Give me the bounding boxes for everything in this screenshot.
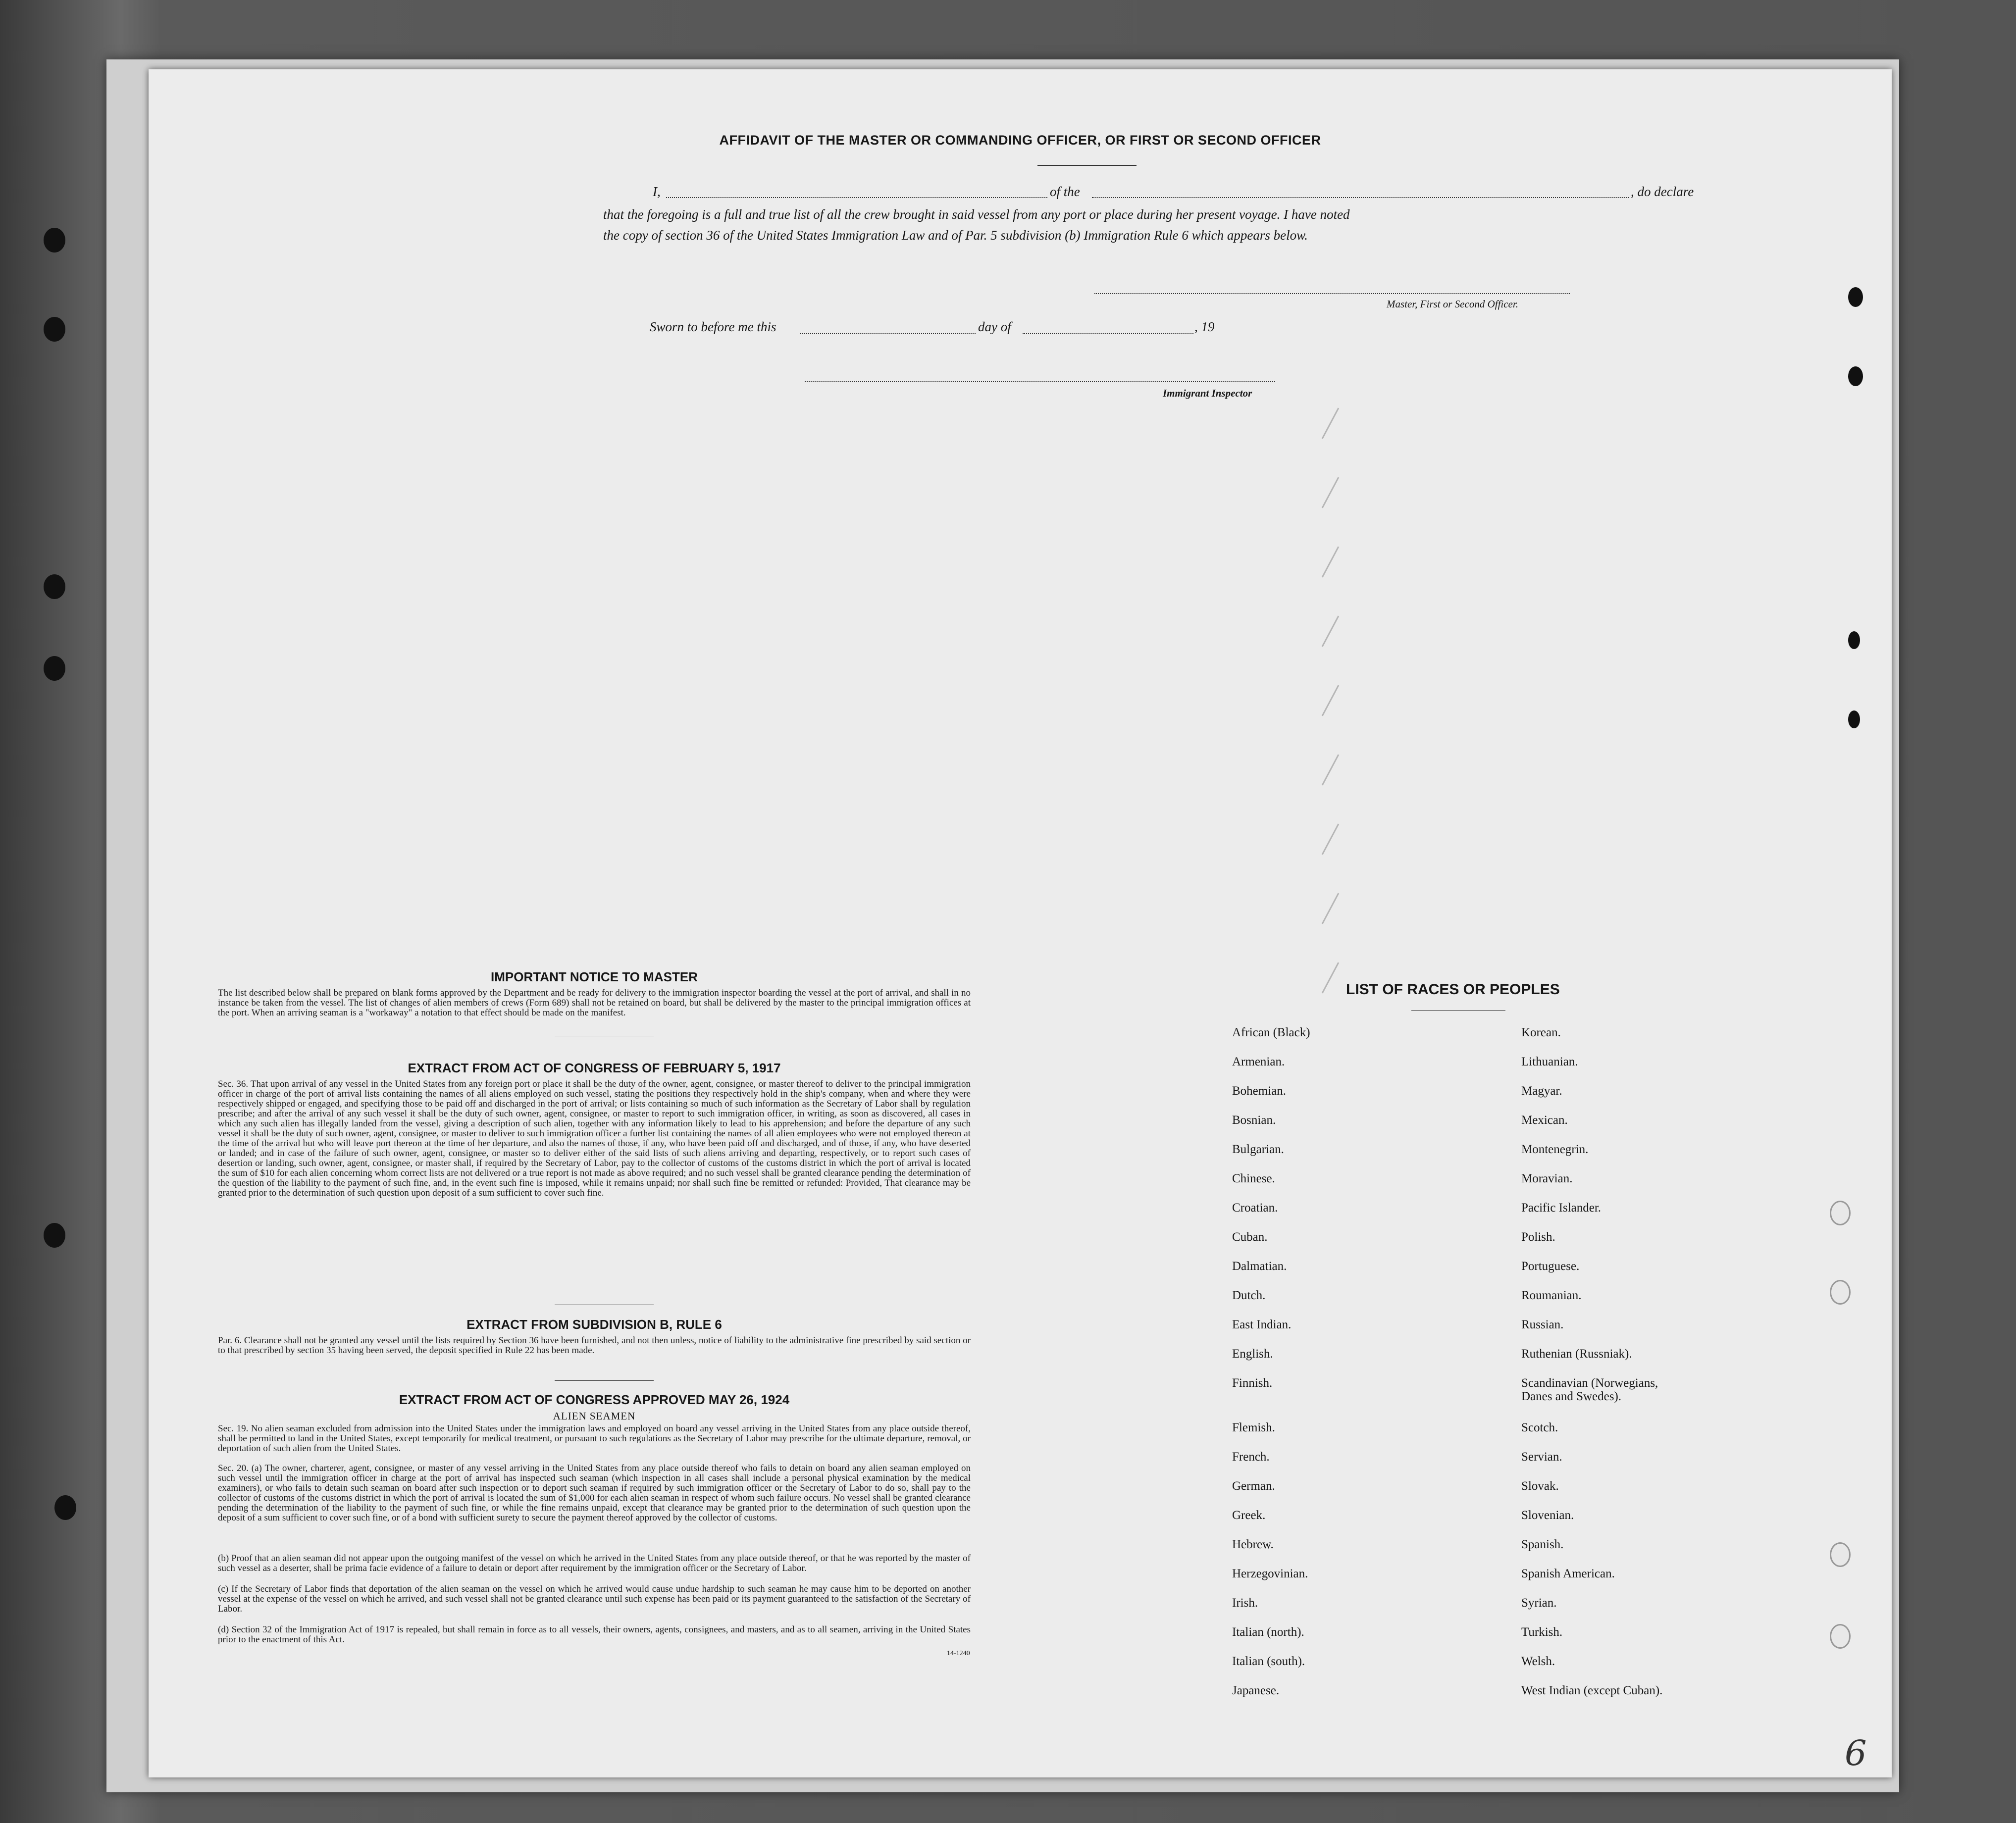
notice-title: IMPORTANT NOTICE TO MASTER (491, 969, 698, 984)
pencil-mark (1322, 962, 1340, 993)
race-item: Spanish. (1521, 1538, 1564, 1551)
extract-1924-title: EXTRACT FROM ACT OF CONGRESS APPROVED MAY 26, 1924 (399, 1392, 790, 1407)
punch-hole-icon (1830, 1542, 1851, 1567)
master-name-field[interactable] (666, 197, 1047, 198)
notice-text: The list described below shall be prepared on blank forms approved by the Department and be ready for delivery to the immigration inspector boarding the vessel at the port of arrival, and shall in no instance be taken from the vessel. The list of changes of alien members of crews (Form 689) shall not be retained on board, but shall be delivered by the master to the principal immigration offices at the port. When an arriving seaman is a "workaway" a notation to that effect should be made on the manifest. (218, 988, 971, 1018)
punch-hole-icon (1848, 287, 1863, 307)
race-item: Scandinavian (Norwegians, Danes and Swedes). (1521, 1376, 1658, 1403)
affidavit-of-the: of the (1050, 184, 1080, 199)
race-item: Flemish. (1232, 1421, 1275, 1434)
races-right-column (1521, 1026, 1799, 1713)
race-item: Roumanian. (1521, 1289, 1582, 1302)
race-item: Turkish. (1521, 1625, 1563, 1639)
affidavit-i: I, (653, 184, 661, 199)
pencil-mark (1322, 407, 1340, 439)
race-item: Hebrew. (1232, 1538, 1274, 1551)
race-item: Lithuanian. (1521, 1055, 1578, 1068)
pencil-mark (1322, 754, 1340, 785)
rule6-title: EXTRACT FROM SUBDIVISION B, RULE 6 (466, 1317, 722, 1332)
race-item: Irish. (1232, 1596, 1258, 1610)
race-item: Chinese. (1232, 1172, 1275, 1185)
race-item: Montenegrin. (1521, 1143, 1589, 1156)
sworn-month-field[interactable] (1023, 333, 1193, 334)
race-item: Syrian. (1521, 1596, 1557, 1610)
alien-seamen-subtitle: ALIEN SEAMEN (553, 1410, 636, 1422)
race-item: Korean. (1521, 1026, 1561, 1039)
race-item: Portuguese. (1521, 1260, 1580, 1273)
pencil-mark (1322, 546, 1340, 577)
manifest-back-page (149, 69, 1892, 1777)
race-item: Scotch. (1521, 1421, 1558, 1434)
binder-hole-icon (44, 656, 65, 681)
divider (555, 1380, 654, 1381)
sec20c-text: (c) If the Secretary of Labor finds that deportation of the alien seaman on the vessel on which he arrived would cause undue hardship to such seaman he may cause him to be deported on another vessel at the expense of the vessel on which he arrived, and such vessel shall not be granted clearance until such expense has been paid or its payment guaranteed to the satisfaction of the Secretary of Labor. (218, 1584, 971, 1614)
race-item: Dutch. (1232, 1289, 1266, 1302)
race-item: Ruthenian (Russniak). (1521, 1347, 1632, 1361)
race-item: Polish. (1521, 1230, 1555, 1244)
race-item: Moravian. (1521, 1172, 1573, 1185)
race-item: Pacific Islander. (1521, 1201, 1602, 1215)
sec20b-text: (b) Proof that an alien seaman did not appear upon the outgoing manifest of the vessel on which he arrived in the United States from any place outside thereof, or that he was reported by the master of such vessel as a deserter, shall be prima facie evidence of a failure to detain or deport after requirement by the immigration officer or the Secretary of Labor. (218, 1553, 971, 1573)
race-item: Slovenian. (1521, 1509, 1574, 1522)
race-item: Servian. (1521, 1450, 1562, 1464)
inspector-signature-label: Immigrant Inspector (1163, 387, 1252, 399)
race-item: Welsh. (1521, 1655, 1555, 1668)
pencil-mark (1322, 615, 1340, 647)
pencil-mark (1322, 893, 1340, 924)
race-item: Mexican. (1521, 1114, 1568, 1127)
binder-hole-icon (44, 1223, 65, 1248)
race-item: Greek. (1232, 1509, 1266, 1522)
punch-hole-icon (1830, 1280, 1851, 1305)
punch-hole-icon (1830, 1624, 1851, 1649)
race-item: Magyar. (1521, 1084, 1562, 1098)
race-item: Bulgarian. (1232, 1143, 1284, 1156)
punch-hole-icon (1830, 1201, 1851, 1225)
race-item: Dalmatian. (1232, 1260, 1287, 1273)
race-item: Bosnian. (1232, 1114, 1276, 1127)
binder-hole-icon (44, 574, 65, 599)
punch-hole-icon (1848, 631, 1860, 649)
pencil-mark (1322, 477, 1340, 508)
race-item: English. (1232, 1347, 1273, 1361)
divider (1411, 1010, 1505, 1011)
affidavit-title: AFFIDAVIT OF THE MASTER OR COMMANDING OFFICER, OR FIRST OR SECOND OFFICER (719, 133, 1321, 148)
race-item: German. (1232, 1479, 1275, 1493)
races-title: LIST OF RACES OR PEOPLES (1346, 981, 1560, 998)
title-underline (1037, 165, 1137, 166)
binder-hole-icon (44, 228, 65, 253)
pencil-mark (1322, 685, 1340, 716)
vessel-name-field[interactable] (1092, 197, 1629, 198)
year-text: , 19 (1194, 319, 1215, 334)
race-item: Finnish. (1232, 1376, 1273, 1390)
day-of-text: day of (978, 319, 1011, 334)
race-item: Armenian. (1232, 1055, 1285, 1068)
affidavit-text-line-2: that the foregoing is a full and true list of all the crew brought in said vessel from any port or place during her present voyage. I have noted (603, 207, 1350, 222)
races-left-column (1232, 1026, 1490, 1713)
race-item: Croatian. (1232, 1201, 1278, 1215)
race-item: Slovak. (1521, 1479, 1559, 1493)
race-item: Italian (south). (1232, 1655, 1305, 1668)
sec20a-text: Sec. 20. (a) The owner, charterer, agent, consignee, or master of any vessel arriving in the United States from any place outside thereof who fails to detain on board any alien seaman employed on such vessel until the immigration officer in charge at the port of arrival has inspected such seaman (which inspection in all cases shall include a personal physical examination by the medical examiners), or who fails to detain such seaman on board after such inspection or to deport such seaman if required by such immigration officer or the Secretary of Labor to do so, shall pay to the collector of customs of the customs district in which the port of arrival is located the sum of $1,000 for each alien seaman in respect of whom such failure occurs. No vessel shall be granted clearance pending the determination of the liability to the payment of such fine, or while the fine remains unpaid, except that clearance may be granted prior to the determination of such question upon the deposit of a sum sufficient to cover such fine, or of a bond with sufficient surety to secure the payment thereof approved by the collector of customs. (218, 1463, 971, 1523)
pencil-mark (1322, 823, 1340, 855)
race-item: West Indian (except Cuban). (1521, 1684, 1663, 1697)
race-item: Italian (north). (1232, 1625, 1304, 1639)
sworn-text: Sworn to before me this (650, 319, 776, 334)
punch-hole-icon (1848, 710, 1860, 728)
form-number: 14-1240 (947, 1650, 970, 1657)
race-item: Japanese. (1232, 1684, 1280, 1697)
punch-hole-icon (1848, 366, 1863, 386)
sworn-day-field[interactable] (800, 333, 976, 334)
extract-1917-title: EXTRACT FROM ACT OF CONGRESS OF FEBRUARY 5, 1917 (408, 1061, 781, 1075)
race-item: Bohemian. (1232, 1084, 1287, 1098)
rule6-text: Par. 6. Clearance shall not be granted any vessel until the lists required by Section 36 have been furnished, and not then unless, notice of liability to the administrative fine prescribed by said section or to that prescribed by section 35 having been served, the deposit specified in Rule 22 has been made. (218, 1335, 971, 1356)
inspector-signature-field[interactable] (805, 381, 1275, 382)
master-signature-label: Master, First or Second Officer. (1387, 298, 1518, 310)
race-item: African (Black) (1232, 1026, 1310, 1039)
binder-hole-icon (44, 317, 65, 342)
sec20d-text: (d) Section 32 of the Immigration Act of 1917 is repealed, but shall remain in force as to all vessels, their owners, agents, consignees, and masters, and as to all seamen, arriving in the United States prior to the enactment of this Act. (218, 1624, 971, 1645)
race-item: Herzegovinian. (1232, 1567, 1308, 1580)
sec19-text: Sec. 19. No alien seaman excluded from admission into the United States under the immigration laws and employed on board any vessel arriving in the United States from any place outside thereof, shall be permitted to land in the United States, except temporarily for medical treatment, or pursuant to such regulations as the Secretary of Labor may prescribe for the ultimate departure, removal, or deportation of such alien from the United States. (218, 1423, 971, 1454)
race-item: Spanish American. (1521, 1567, 1615, 1580)
extract-1917-text: Sec. 36. That upon arrival of any vessel in the United States from any foreign port or place it shall be the duty of the owner, agent, consignee, or master thereof to deliver to the principal immigration officer in charge of the port of arrival lists containing the names of all aliens employed on such vessel, stating the positions they respectively hold in the ship's company, when and where they were respectively shipped or engaged, and specifying those to be paid off and discharged in the port of arrival; or lists containing so much of such information as the Secretary of Labor shall by regulation prescribe; and after the arrival of any such vessel it shall be the duty of such owner, agent, consignee, or master to report to such immigration officer, in writing, as soon as discovered, all cases in which any such alien has illegally landed from the vessel, giving a description of such alien, together with any information likely to lead to his apprehension; and before the departure of any such vessel it shall be the duty of such owner, agent, consignee, or master to deliver to such immigration officer a further list containing the names of all alien employees who were not employed thereon at the time of the arrival but who will leave port thereon at the time of her departure, and also the names of those, if any, who have been paid off and discharged, and of those, if any, who have deserted or landed; and in case of the failure of such owner, agent, consignee, or master so to deliver either of the said lists of such aliens arriving and departing, respectively, or to report such cases of desertion or landing, such owner, agent, consignee, or master shall, if required by the Secretary of Labor, pay to the collector of customs of the customs district in which the port of arrival is located the sum of $10 for each alien concerning whom correct lists are not delivered or a true report is not made as above required; and no such vessel shall be granted clearance pending the determination of the question of the liability to the payment of such fine, and, in the event such fine is imposed, while it remains unpaid; nor shall such fine be remitted or refunded: Provided, That clearance may be granted prior to the determination of such question upon deposit of a sum sufficient to cover such fine. (218, 1079, 971, 1198)
handwritten-number: 6 (1845, 1733, 1867, 1773)
binder-hole-icon (54, 1495, 76, 1520)
race-item: Russian. (1521, 1318, 1564, 1331)
race-item: French. (1232, 1450, 1270, 1464)
affidavit-text-line-3: the copy of section 36 of the United States Immigration Law and of Par. 5 subdivision (b) Immigration Rule 6 which appears below. (603, 228, 1308, 243)
race-item: East Indian. (1232, 1318, 1292, 1331)
affidavit-do-declare: , do declare (1631, 184, 1694, 199)
race-item: Cuban. (1232, 1230, 1268, 1244)
master-signature-field[interactable] (1094, 293, 1570, 294)
